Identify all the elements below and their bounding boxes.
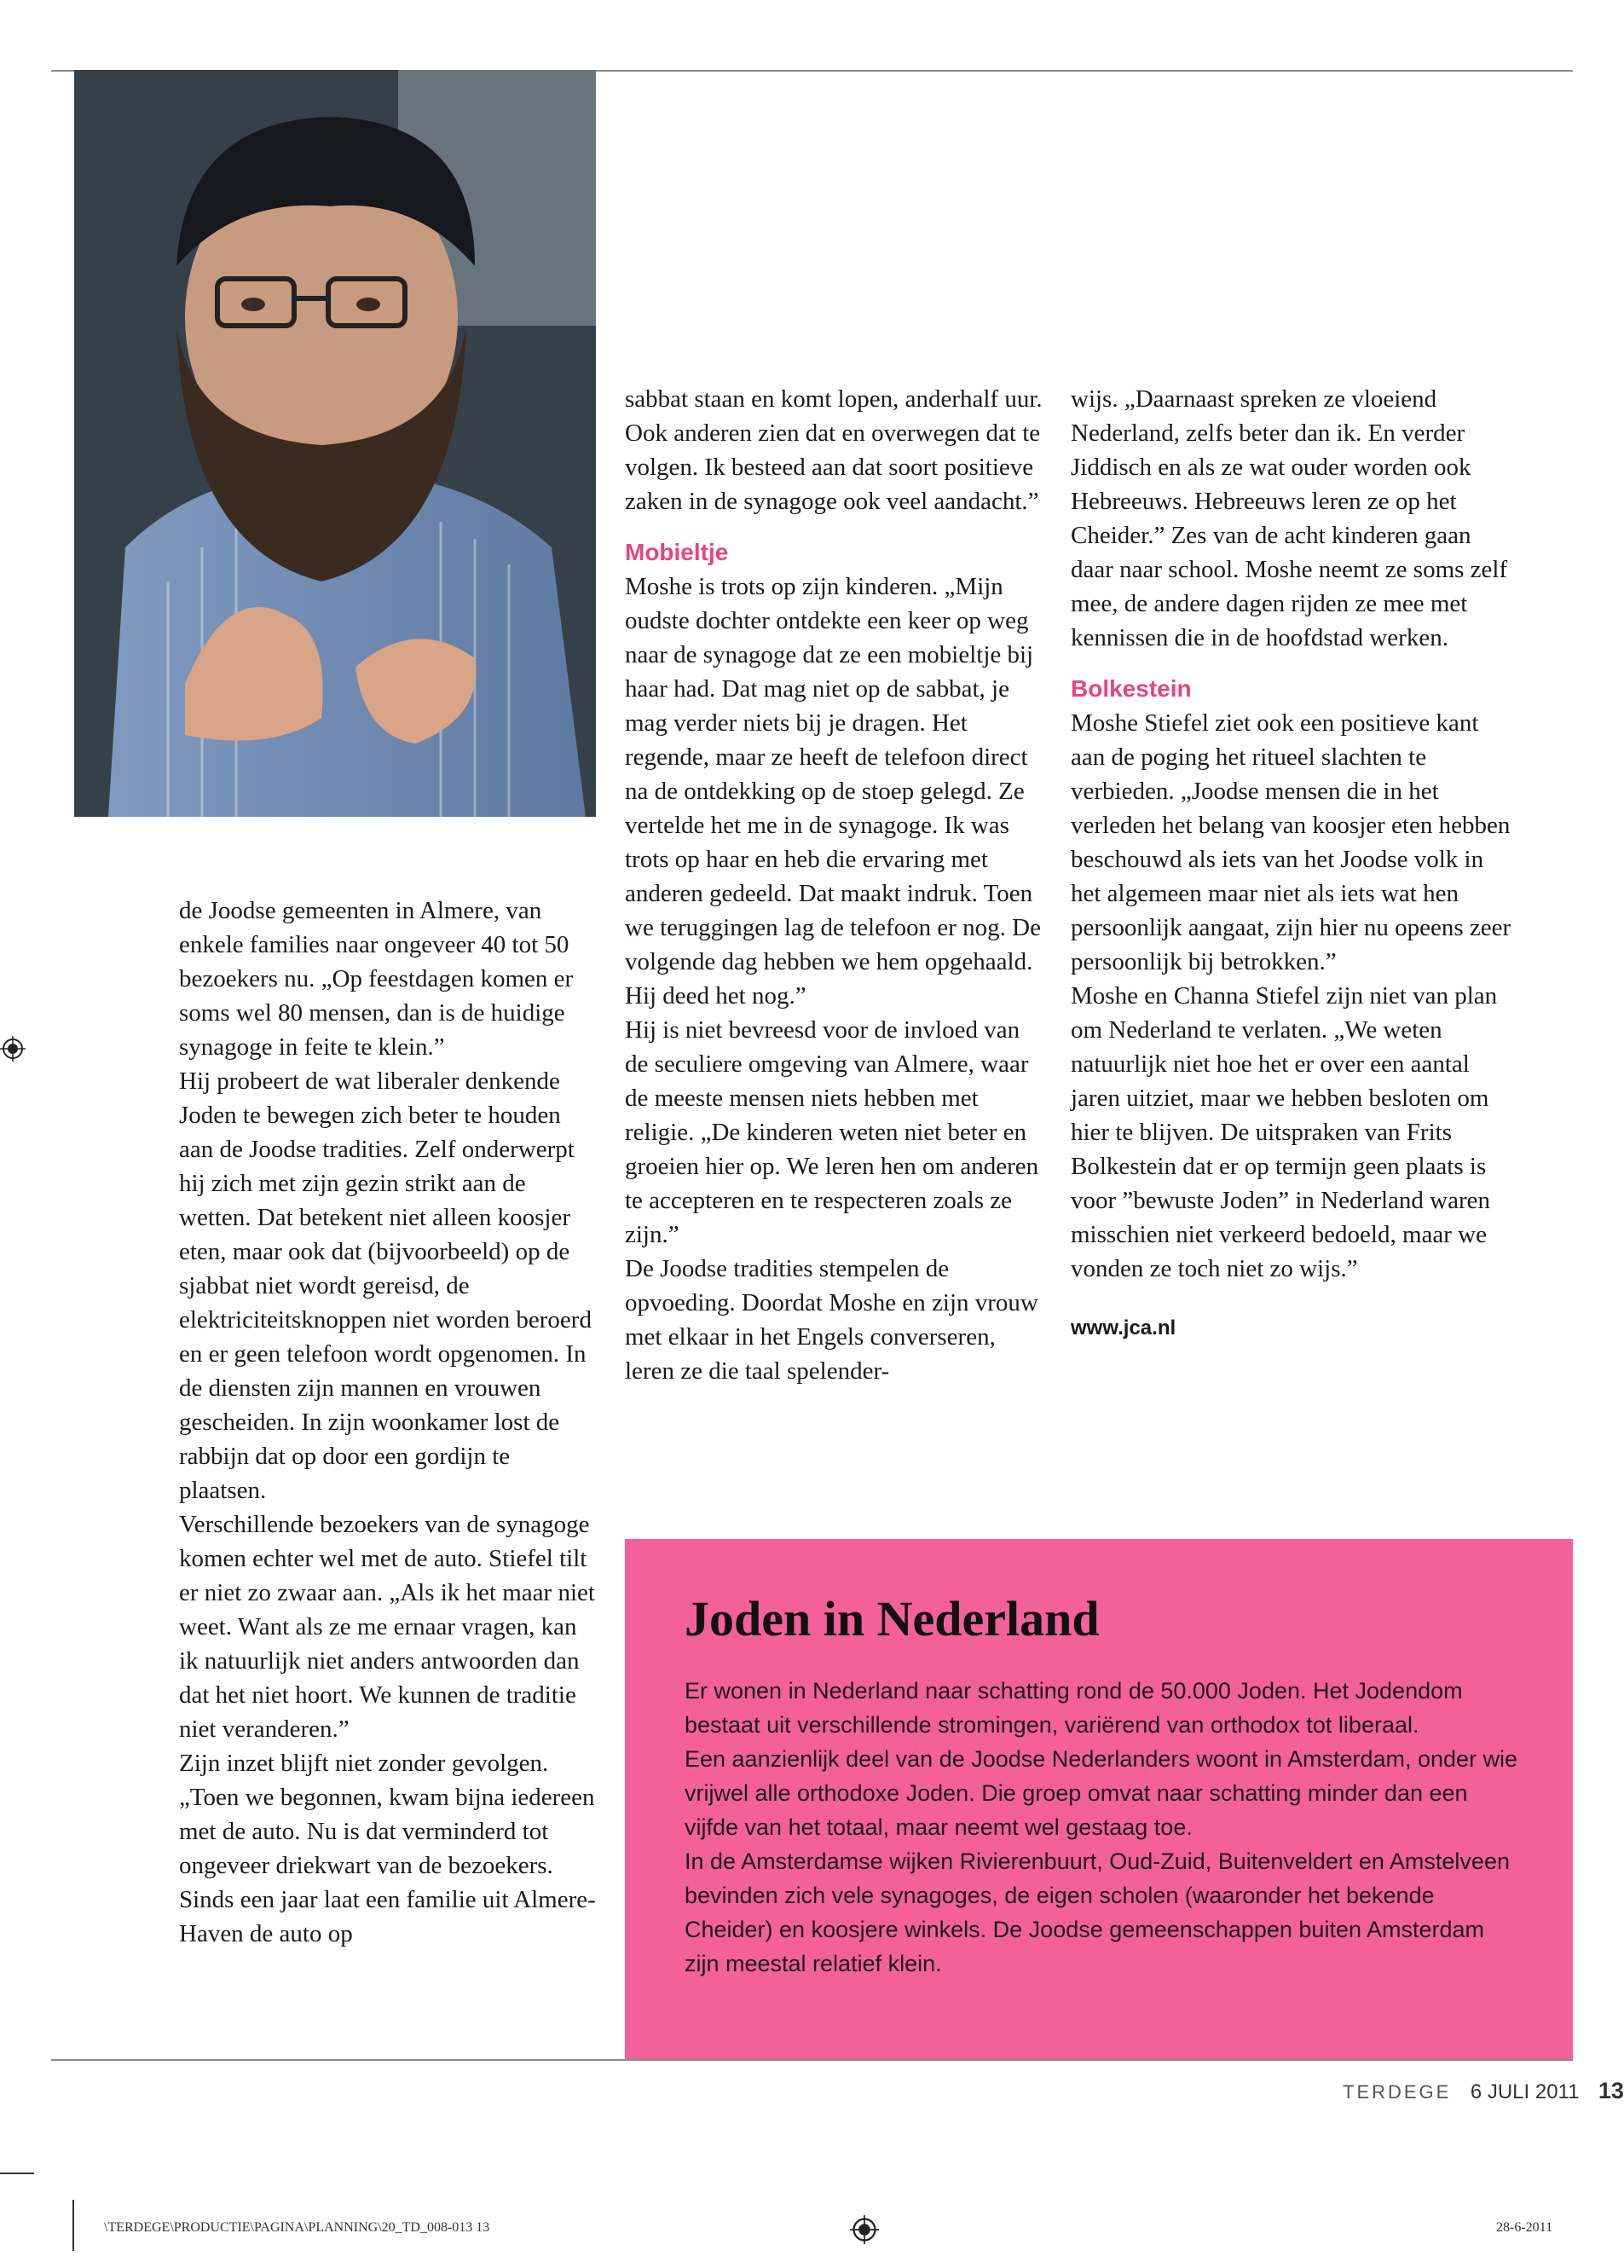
body-paragraph: sabbat staan en komt lopen, anderhalf uur. Ook anderen zien dat en overwegen dat te volgen. Ik besteed aan dat soort positieve zaken in de synagoge ook veel aandacht.” xyxy=(625,385,1043,515)
info-box xyxy=(625,1539,1573,2059)
article-column-3 xyxy=(1071,382,1514,1345)
registration-mark-icon xyxy=(850,2215,879,2248)
issue-date: 6 JULI 2011 xyxy=(1470,2080,1580,2103)
source-link[interactable]: www.jca.nl xyxy=(1071,1316,1176,1339)
body-paragraph: Verschillende bezoekers van de synagoge komen echter wel met de auto. Stiefel tilt er niet zo zwaar aan. „Als ik het maar niet weet. Want als ze me ernaar vragen, kan ik natuurlijk niet anders antwoorden dan dat het niet hoort. We kunnen de traditie niet veranderen.” xyxy=(179,1511,595,1743)
bottom-rule xyxy=(51,2059,1573,2061)
article-photo xyxy=(74,70,596,817)
registration-mark-icon xyxy=(0,1036,26,1066)
body-paragraph: De Joodse tradities stempelen de opvoeding. Doordat Moshe en zijn vrouw met elkaar in het Engels converseren, leren ze die taal spelender- xyxy=(625,1255,1038,1385)
body-paragraph: wijs. „Daarnaast spreken ze vloeiend Nederland, zelfs beter dan ik. En verder Jiddisch en als ze wat ouder worden ook Hebreeuws. Hebreeuws leren ze op het Cheider.” Zes van de acht kinderen gaan daar naar school. Moshe neemt ze soms zelf mee, de andere dagen rijden ze mee met kennissen die in de hoofdstad werken. xyxy=(1071,385,1508,651)
subheading-bolkestein: Bolkestein xyxy=(1071,675,1192,702)
info-box-paragraph: In de Amsterdamse wijken Rivierenbuurt, Oud-Zuid, Buitenveldert en Amstelveen bevinden zich vele synagoges, de eigen scholen (waaronder het bekende Cheider) en koosjere winkels. De Joodse gemeenschappen buiten Amsterdam zijn meestal relatief klein. xyxy=(685,1849,1510,1976)
info-box-body xyxy=(685,1674,1520,1981)
subheading-mobieltje: Mobieltje xyxy=(625,539,729,565)
print-slug-date: 28-6-2011 xyxy=(1496,2220,1553,2235)
body-paragraph: Hij probeert de wat liberaler denkende Joden te bewegen zich beter te houden aan de Joodse tradities. Zelf onderwerpt hij zich met zijn gezin strikt aan de wetten. Dat betekent niet alleen koosjer eten, maar ook dat (bijvoorbeeld) op de sjabbat niet wordt gereisd, de elektriciteitsknoppen niet worden beroerd en er geen telefoon wordt opgenomen. In de diensten zijn mannen en vrouwen gescheiden. In zijn woonkamer lost de rabbijn dat op door een gordijn te plaatsen. xyxy=(179,1067,592,1504)
body-paragraph: de Joodse gemeenten in Almere, van enkele families naar ongeveer 40 tot 50 bezoekers nu. „Op feestdagen komen er soms wel 80 mensen, dan is de huidige synagoge in feite te klein.” xyxy=(179,897,574,1061)
body-paragraph: Zijn inzet blijft niet zonder gevolgen. „Toen we begonnen, kwam bijna iedereen met de auto. Nu is dat verminderd tot ongeveer driekwart van de bezoekers. Sinds een jaar laat een familie uit Almere-Haven de auto op xyxy=(179,1750,596,1947)
body-paragraph: Hij is niet bevreesd voor de invloed van de seculiere omgeving van Almere, waar de meeste mensen niets hebben met religie. „De kinderen weten niet beter en groeien hier op. We leren hen om anderen te accepteren en te respecteren zoals ze zijn.” xyxy=(625,1016,1039,1248)
print-slug-path: \TERDEGE\PRODUCTIE\PAGINA\PLANNING\20_TD_008-013 13 xyxy=(104,2220,490,2235)
info-box-title: Joden in Nederland xyxy=(685,1591,1100,1646)
magazine-name: TERDEGE xyxy=(1343,2081,1452,2103)
crop-mark xyxy=(72,2200,74,2251)
body-paragraph: Moshe Stiefel ziet ook een positieve kant aan de poging het ritueel slachten te verbieden. „Joodse mensen die in het verleden het belang van koosjer eten hebben beschouwd als iets van het Joodse volk in het algemeen maar niet als iets wat hen persoonlijk aangaat, zijn hier nu opeens zeer persoonlijk bij betrokken.” xyxy=(1071,709,1511,975)
article-column-2 xyxy=(625,382,1043,1388)
info-box-paragraph: Er wonen in Nederland naar schatting rond de 50.000 Joden. Het Jodendom bestaat uit verschillende stromingen, variërend van orthodox tot liberaal. xyxy=(685,1678,1463,1738)
info-box-paragraph: Een aanzienlijk deel van de Joodse Nederlanders woont in Amsterdam, onder wie vrijwel alle orthodoxe Joden. Die groep omvat naar schatting minder dan een vijfde van het totaal, maar neemt wel gestaag toe. xyxy=(685,1746,1518,1840)
body-paragraph: Moshe en Channa Stiefel zijn niet van plan om Nederland te verlaten. „We weten natuurlijk niet hoe het er over een aantal jaren uitziet, maar we hebben besloten om hier te blijven. De uitspraken van Frits Bolkestein dat er op termijn geen plaats is voor ”bewuste Joden” in Nederland waren misschien niet verkeerd bedoeld, maar we vonden ze toch niet zo wijs.” xyxy=(1071,982,1498,1282)
crop-mark xyxy=(0,2173,34,2174)
article-column-1 xyxy=(179,894,597,1951)
page-number: 13 xyxy=(1598,2078,1624,2103)
page-footer xyxy=(1343,2078,1624,2104)
rabbi-portrait-illustration xyxy=(74,70,596,817)
body-paragraph: Moshe is trots op zijn kinderen. „Mijn oudste dochter ontdekte een keer op weg naar de synagoge dat ze een mobieltje bij haar had. Dat mag niet op de sabbat, je mag verder niets bij je dragen. Het regende, maar ze heeft de telefoon direct na de ontdekking op de stoep gelegd. Ze vertelde het me in de synagoge. Ik was trots op haar en heb die ervaring met anderen gedeeld. Dat maakt indruk. Toen we teruggingen lag de telefoon er nog. De volgende dag hebben we hem opgehaald. Hij deed het nog.” xyxy=(625,573,1041,1010)
